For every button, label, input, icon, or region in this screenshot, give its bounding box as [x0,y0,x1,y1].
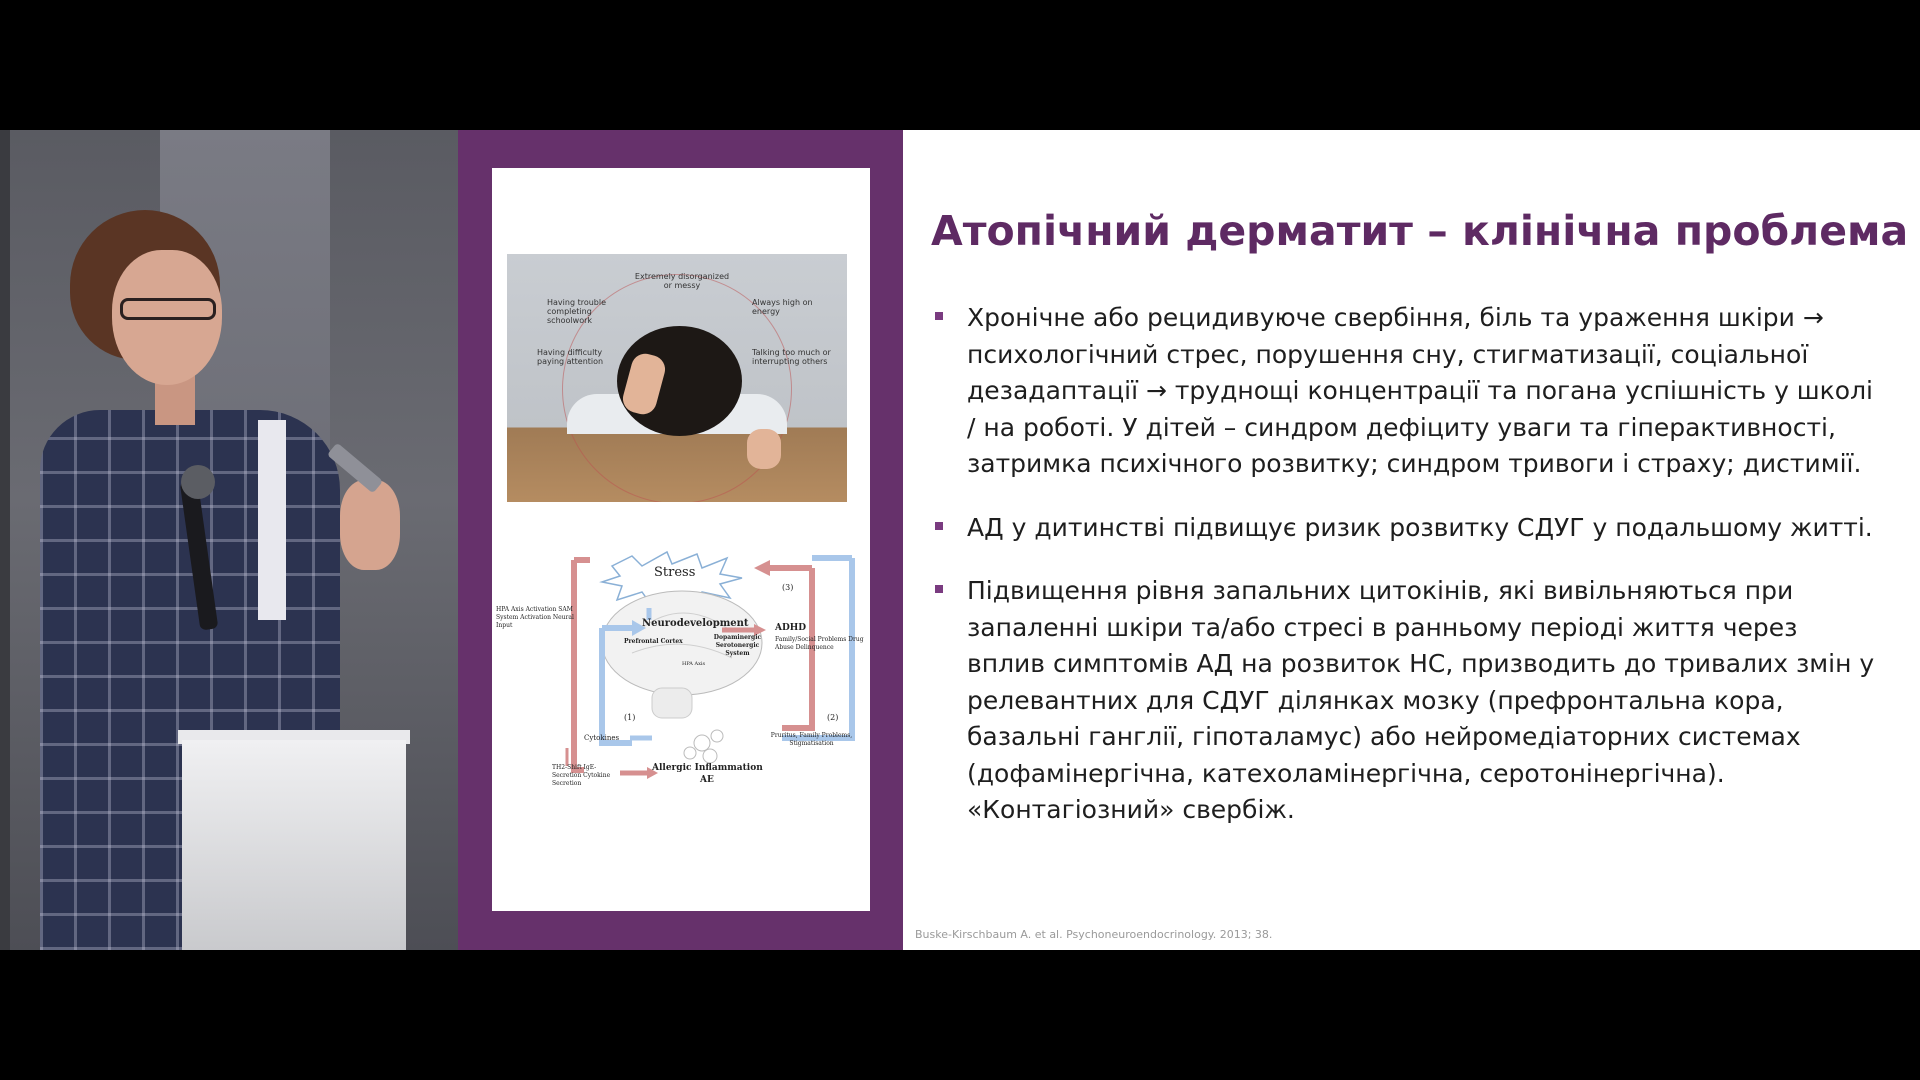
photo-label-left-top: Having trouble completing schoolwork [547,298,607,325]
slide-image-card [492,168,870,911]
podium [182,740,406,950]
bullet-item [931,300,1881,483]
diagram-graphics [492,548,870,793]
child-fist [747,429,781,469]
diagram-neurodevelopment-label: Neurodevelopment [642,618,749,629]
slide-content [903,130,1920,950]
slide-left-panel [458,130,903,950]
left-red-arrow [574,560,584,770]
diagram-th2-label: TH2-Shift IgE-Secretion Cytokine Secretion [552,764,611,787]
photo-label-left-bottom: Having difficulty paying attention [537,348,604,366]
diagram-number-3: (3) [782,583,794,592]
diagram-prefrontal-label: Prefrontal Cortex [624,638,683,645]
bullet-list [931,300,1881,856]
diagram-stress-label: Stress [654,565,696,580]
speaker-shirt [258,420,286,620]
photo-label-right-top: Always high on energy [752,298,813,316]
speaker-video [0,130,458,950]
diagram-allergic-label: Allergic Inflammation [652,763,763,773]
cytokine-circle [684,747,696,759]
cytokine-circle [703,749,717,763]
diagram-ae-label: AE [700,775,714,785]
diagram-left-inputs-label: HPA Axis Activation SAM System Activation Neural Input [496,606,574,629]
photo-label-right-bottom: Talking too much or interrupting others [752,348,831,366]
bullet-text: АД у дитинстві підвищує ризик розвитку СДУГ у подальшому житті. [967,512,1873,542]
photo-label-top: Extremely disorganized or messy [634,272,730,290]
bullet-square-icon [935,312,943,320]
right-red-arrowhead [754,560,770,576]
bullet-item [931,573,1881,829]
stress-adhd-diagram [492,548,870,793]
microphone-head [181,465,215,499]
slide-title: Атопічний дерматит – клінічна проблема [931,207,1909,255]
diagram-dopaminergic-label: Dopaminergic Serotonergic System [713,634,762,657]
bullet-item [931,510,1881,547]
diagram-hpa-label: HPA Axis [682,661,706,667]
bullet-square-icon [935,522,943,530]
bullet-square-icon [935,585,943,593]
citation: Buske-Kirschbaum A. et al. Psychoneuroendocrinology. 2013; 38. [915,928,1273,941]
brainstem [652,688,692,718]
diagram-pruritus-label: Pruritus, Family Problems, Stigmatisation [770,732,853,747]
diagram-number-1: (1) [624,713,636,722]
diagram-cytokines-label: Cytokines [584,734,620,742]
speaker-glasses [120,298,216,320]
bullet-text: Підвищення рівня запальних цитокінів, які вивільняються при запаленні шкіри та/або стресі в ранньому періоді життя через вплив симптомів АД на розвиток НС, призводить до тривалих змін у релевантних для СДУГ ділянках мозку (префронтальна кора, базальні ганглії, гіпоталамус) або нейромедіаторних системах (дофамінергічна, катехоламінергічна, серотонінергічна). «Контагіозний» свербіж. [967,576,1875,824]
bullet-text: Хронічне або рецидивуюче свербіння, біль та ураження шкіри → психологічний стрес, порушення сну, стигматизації, соціальної дезадаптації → труднощі концентрації та погана успішність у школі / на роботі. У дітей – синдром дефіциту уваги та гіперактивності, затримка психічного розвитку; синдром тривоги і страху; дистимії. [967,303,1874,478]
diagram-adhd-label: ADHD [775,623,807,633]
cytokine-circle [711,730,723,742]
wall-edge [0,130,10,950]
diagram-number-2: (2) [827,713,839,722]
cytokine-circle [694,735,710,751]
video-frame [0,130,1920,950]
child-photo [507,254,847,502]
speaker-hand [340,480,400,570]
diagram-adhd-sub-label: Family/Social Problems Drug Abuse Delinquence [775,636,864,651]
